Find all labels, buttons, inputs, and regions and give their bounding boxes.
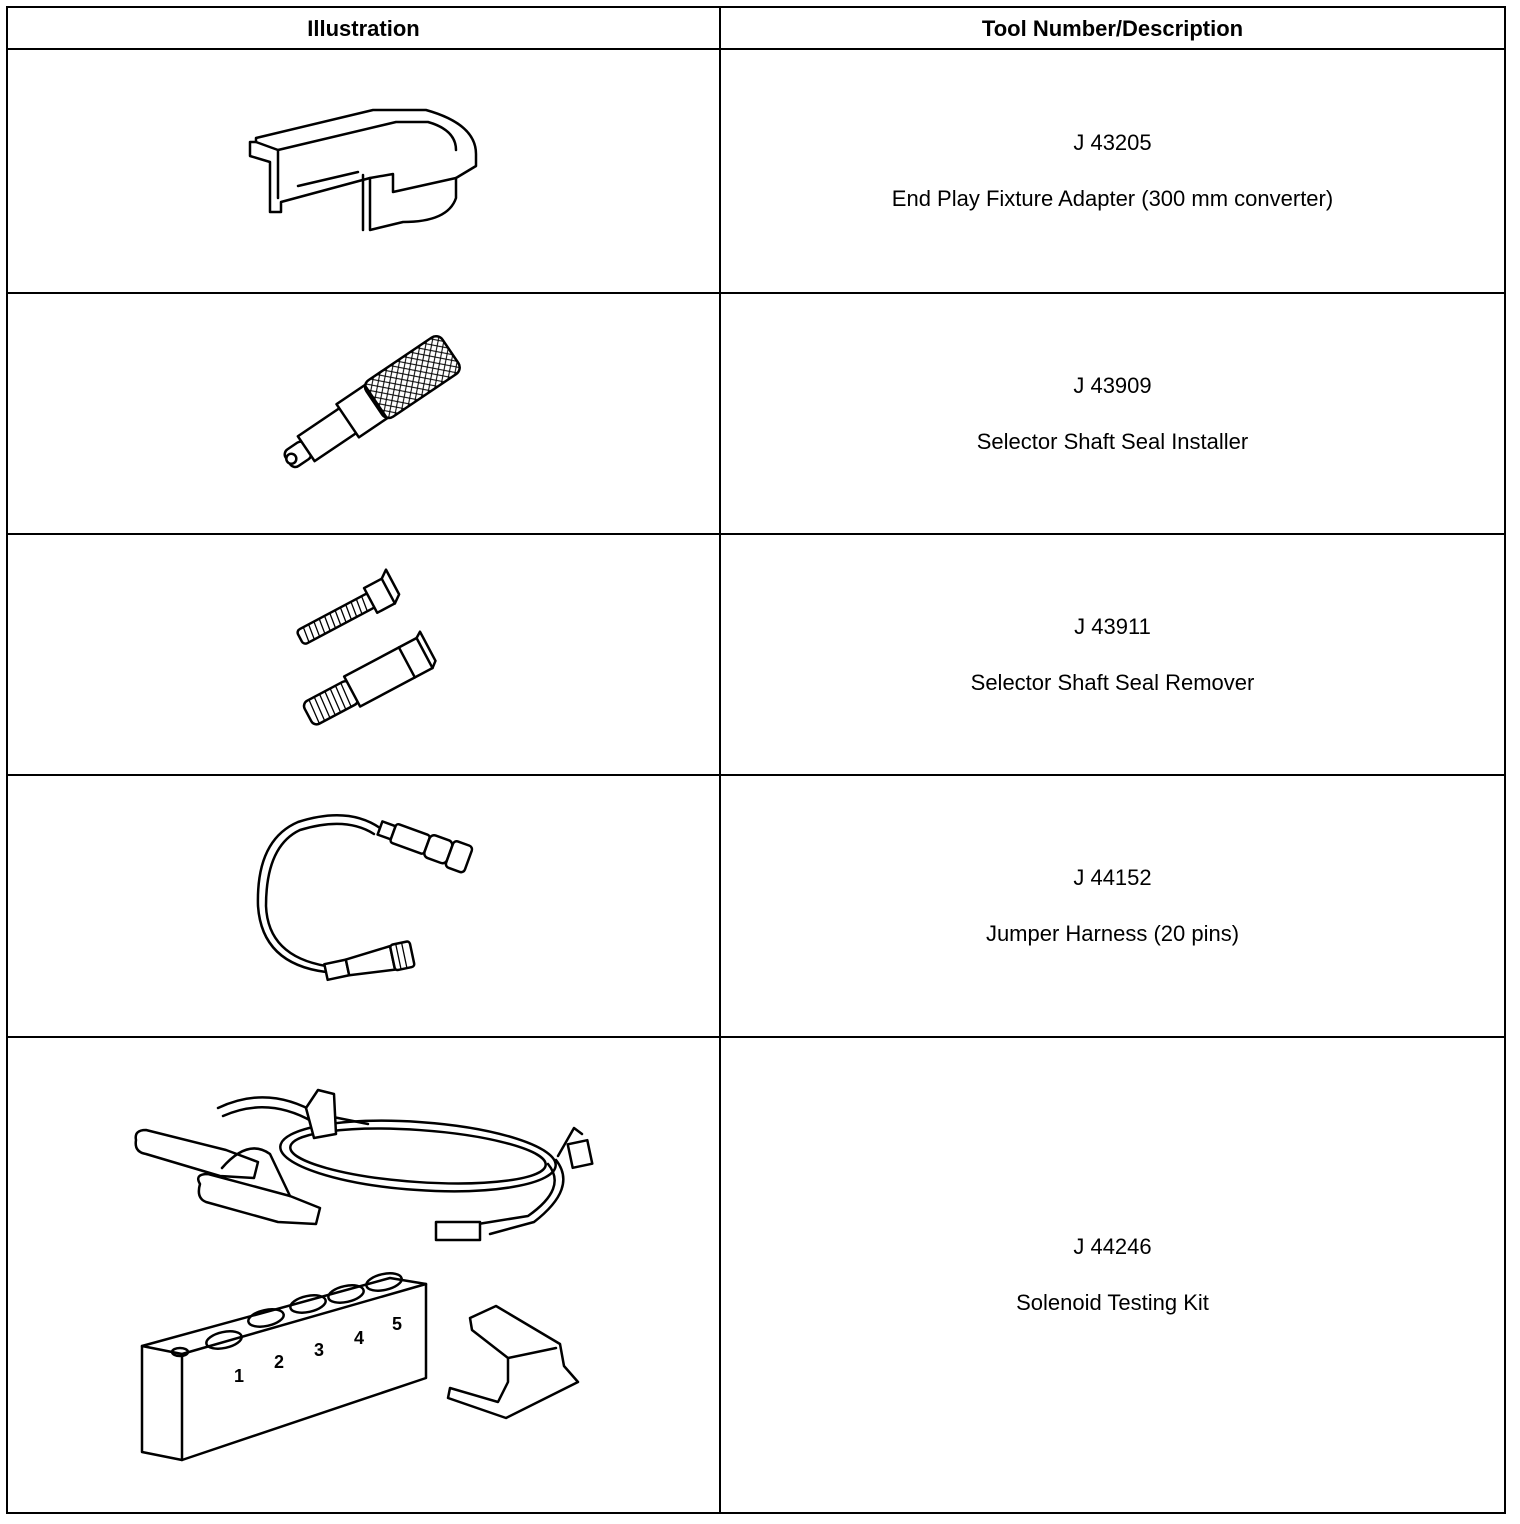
tool-description: Selector Shaft Seal Installer [976, 428, 1249, 454]
seal-installer-icon [8, 294, 719, 533]
tool-description: End Play Fixture Adapter (300 mm converter) [891, 186, 1334, 211]
tool-number: J 43205 [1073, 130, 1152, 155]
solenoid-testing-kit-icon [8, 1038, 719, 1512]
header-tool-number-description: Tool Number/Description [981, 16, 1244, 41]
tool-table [6, 6, 1506, 1514]
tool-number: J 44152 [1073, 865, 1152, 890]
block-label-3: 3 [314, 1340, 325, 1360]
fixture-adapter-icon [8, 50, 719, 292]
block-label-2: 2 [274, 1352, 285, 1372]
row-j44152 [721, 776, 1504, 1036]
tool-description: Selector Shaft Seal Remover [970, 669, 1255, 695]
tool-description: Jumper Harness (20 pins) [985, 921, 1240, 946]
block-label-4: 4 [354, 1328, 365, 1348]
tool-number: J 43911 [1074, 613, 1151, 639]
block-label-5: 5 [392, 1314, 403, 1334]
jumper-harness-icon [8, 776, 719, 1036]
row-j43911 [721, 535, 1504, 774]
tool-number: J 44246 [1073, 1234, 1152, 1259]
header-illustration: Illustration [307, 16, 420, 41]
seal-remover-icon [8, 535, 719, 774]
row-j43205 [721, 50, 1504, 292]
tool-description: Solenoid Testing Kit [1016, 1290, 1209, 1315]
row-j43909 [721, 294, 1504, 533]
tool-number: J 43909 [1073, 372, 1152, 398]
block-label-1: 1 [234, 1366, 245, 1386]
row-j44246 [721, 1038, 1504, 1512]
